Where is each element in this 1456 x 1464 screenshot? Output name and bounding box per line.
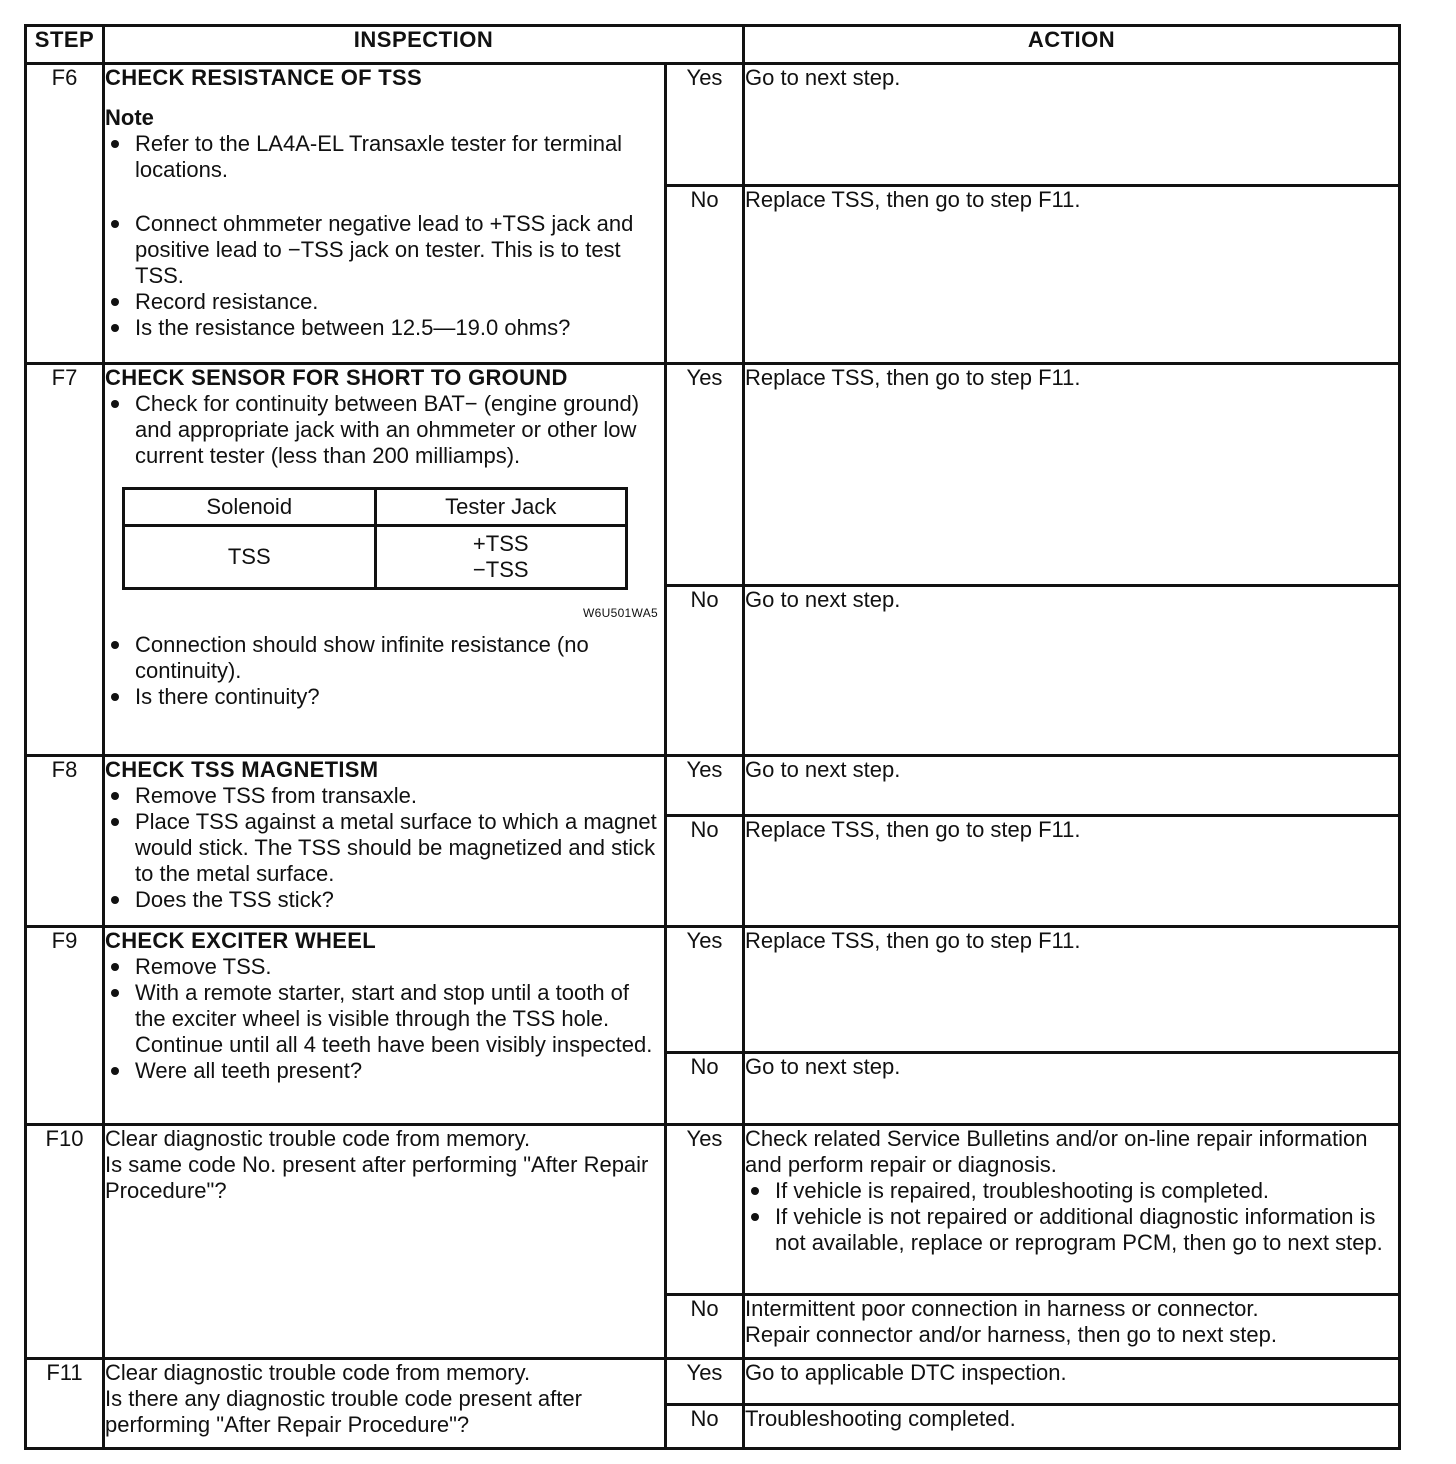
yes-label: Yes	[666, 927, 744, 1053]
tester-jack-column-header: Tester Jack	[375, 489, 627, 526]
header-step: STEP	[26, 26, 104, 64]
instruction-list	[105, 954, 664, 1084]
inspection-question: Is there any diagnostic trouble code present after performing "After Repair Procedure"?	[105, 1386, 582, 1437]
list-item: If vehicle is not repaired or additional diagnostic information is not available, replace or reprogram PCM, then go to next step.	[745, 1204, 1398, 1256]
tester-jack-values	[375, 526, 627, 589]
step-row-f9-yes	[26, 927, 1400, 1053]
list-item: Place TSS against a metal surface to which a magnet would stick. The TSS should be magnetized and stick to the metal surface.	[105, 809, 664, 887]
inspection-cell	[104, 1359, 666, 1449]
yes-label: Yes	[666, 1125, 744, 1295]
yes-action-cell	[744, 1125, 1400, 1295]
list-item: Remove TSS.	[105, 954, 664, 980]
note-label: Note	[105, 105, 154, 130]
note-list	[105, 131, 664, 183]
yes-action: Go to applicable DTC inspection.	[744, 1359, 1400, 1405]
figure-code: W6U501WA5	[583, 606, 658, 620]
inspection-question: Is same code No. present after performing "After Repair Procedure"?	[105, 1152, 649, 1203]
instruction-list	[105, 211, 664, 341]
step-row-f8-yes	[26, 756, 1400, 816]
no-label: No	[666, 586, 744, 756]
no-action: Intermittent poor connection in harness or connector.	[745, 1296, 1259, 1321]
inspection-cell	[104, 64, 666, 364]
no-action: Replace TSS, then go to step F11.	[744, 186, 1400, 364]
step-label: F11	[26, 1359, 104, 1449]
step-label: F10	[26, 1125, 104, 1359]
inspection-cell	[104, 756, 666, 927]
list-item: Does the TSS stick?	[105, 887, 664, 913]
diagnostic-procedure-table	[24, 24, 1401, 1450]
no-action-cell	[744, 1295, 1400, 1359]
no-action: Repair connector and/or harness, then go to next step.	[745, 1322, 1277, 1347]
step-row-f11-yes	[26, 1359, 1400, 1405]
no-label: No	[666, 186, 744, 364]
no-action: Troubleshooting completed.	[744, 1405, 1400, 1449]
yes-label: Yes	[666, 756, 744, 816]
solenoid-value: TSS	[124, 526, 376, 589]
no-label: No	[666, 1295, 744, 1359]
header-inspection: INSPECTION	[104, 26, 744, 64]
step-row-f7-yes	[26, 364, 1400, 586]
no-action: Go to next step.	[744, 1053, 1400, 1125]
yes-action: Go to next step.	[744, 756, 1400, 816]
inspection-title: CHECK SENSOR FOR SHORT TO GROUND	[105, 365, 568, 390]
inspection-title: CHECK RESISTANCE OF TSS	[105, 65, 422, 90]
yes-label: Yes	[666, 64, 744, 186]
step-row-f10-yes	[26, 1125, 1400, 1295]
list-item: Connection should show infinite resistance (no continuity).	[105, 632, 664, 684]
step-label: F7	[26, 364, 104, 756]
inspection-line: Clear diagnostic trouble code from memory.	[105, 1360, 531, 1385]
list-item: Refer to the LA4A-EL Transaxle tester for terminal locations.	[105, 131, 664, 183]
list-item: Were all teeth present?	[105, 1058, 664, 1084]
action-list	[745, 1178, 1398, 1256]
yes-action: Check related Service Bulletins and/or on-line repair information and perform repair or diagnosis.	[745, 1126, 1368, 1177]
yes-action: Replace TSS, then go to step F11.	[744, 364, 1400, 586]
inspection-title: CHECK TSS MAGNETISM	[105, 757, 379, 782]
solenoid-column-header: Solenoid	[124, 489, 376, 526]
inspection-line: Clear diagnostic trouble code from memory.	[105, 1126, 531, 1151]
yes-action: Replace TSS, then go to step F11.	[744, 927, 1400, 1053]
step-label: F9	[26, 927, 104, 1125]
instruction-list	[105, 783, 664, 913]
step-label: F6	[26, 64, 104, 364]
no-action: Go to next step.	[744, 586, 1400, 756]
instruction-list	[105, 391, 664, 469]
inspection-title: CHECK EXCITER WHEEL	[105, 928, 376, 953]
jack-minus: −TSS	[472, 557, 529, 582]
solenoid-jack-table	[122, 487, 628, 590]
step-label: F8	[26, 756, 104, 927]
no-action: Replace TSS, then go to step F11.	[744, 816, 1400, 927]
jack-plus: +TSS	[472, 531, 529, 556]
inspection-cell	[104, 364, 666, 756]
step-row-f6-yes	[26, 64, 1400, 186]
yes-action: Go to next step.	[744, 64, 1400, 186]
yes-label: Yes	[666, 364, 744, 586]
list-item: Remove TSS from transaxle.	[105, 783, 664, 809]
list-item: Is there continuity?	[105, 684, 664, 710]
table-header-row	[26, 26, 1400, 64]
list-item: With a remote starter, start and stop until a tooth of the exciter wheel is visible through the TSS hole. Continue until all 4 teeth have been visibly inspected.	[105, 980, 664, 1058]
list-item: Record resistance.	[105, 289, 664, 315]
inspection-cell	[104, 1125, 666, 1359]
no-label: No	[666, 816, 744, 927]
no-label: No	[666, 1053, 744, 1125]
list-item: Check for continuity between BAT− (engine ground) and appropriate jack with an ohmmeter or other low current tester (less than 200 milliamps).	[105, 391, 664, 469]
header-action: ACTION	[744, 26, 1400, 64]
list-item: Connect ohmmeter negative lead to +TSS jack and positive lead to −TSS jack on tester. This is to test TSS.	[105, 211, 664, 289]
no-label: No	[666, 1405, 744, 1449]
list-item: If vehicle is repaired, troubleshooting is completed.	[745, 1178, 1398, 1204]
list-item: Is the resistance between 12.5—19.0 ohms?	[105, 315, 664, 341]
yes-label: Yes	[666, 1359, 744, 1405]
inspection-cell	[104, 927, 666, 1125]
instruction-list	[105, 632, 664, 710]
